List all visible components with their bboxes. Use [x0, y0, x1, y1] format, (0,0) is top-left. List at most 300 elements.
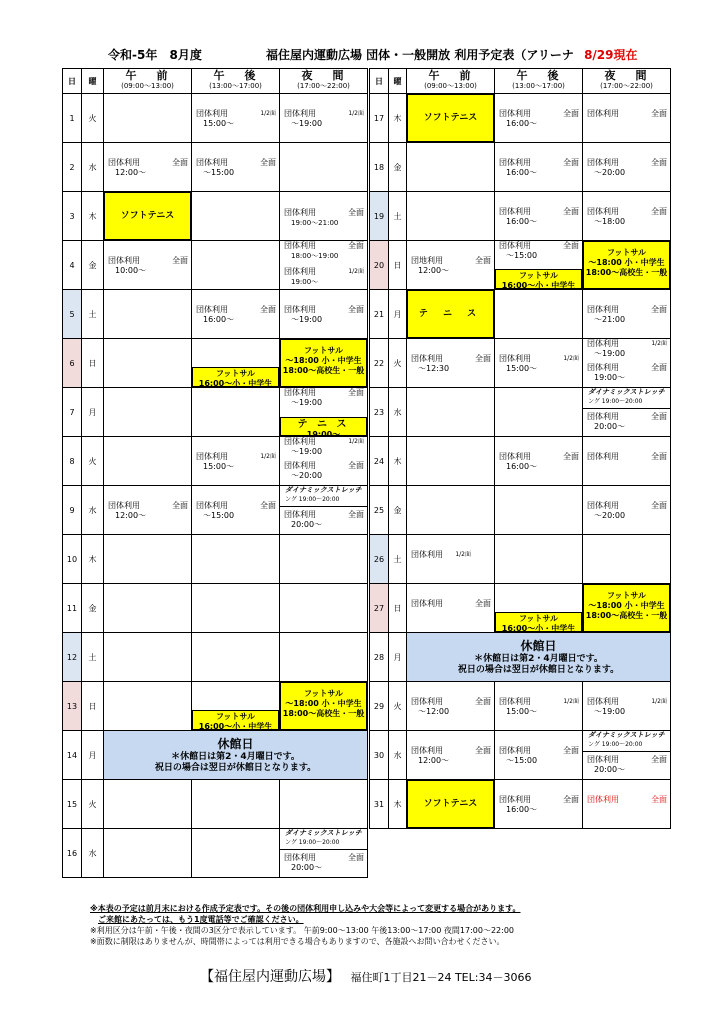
futsal-time-2: 18:00～高校生・一般 [282, 709, 365, 718]
usage-entry [196, 109, 276, 129]
col-weekday: 曜 [389, 69, 407, 94]
day-row [63, 143, 368, 192]
col-am-label: 午前 [428, 69, 491, 82]
col-am-time: (09:00～13:00) [121, 82, 174, 90]
tennis-block [280, 417, 367, 439]
day-weekday: 金 [389, 486, 407, 535]
slot-pm [192, 829, 280, 878]
usage-entry [284, 208, 364, 228]
usage-entry [587, 207, 667, 227]
day-number: 11 [63, 584, 82, 633]
usage-type: 団体利用 [284, 241, 316, 250]
day-row [370, 535, 671, 584]
slot-night [583, 780, 671, 829]
futsal-block [192, 367, 279, 387]
usage-type: 団体利用 [499, 207, 531, 216]
usage-time: ～19:00 [291, 447, 323, 456]
usage-type: 団体利用 [587, 697, 619, 706]
usage-type: 団体利用 [499, 697, 531, 706]
usage-type: 団体利用 [284, 510, 316, 519]
usage-time: ～20:00 [594, 511, 626, 520]
usage-entry [499, 697, 579, 717]
slot-pm [192, 339, 280, 388]
futsal-time-2: 18:00～高校生・一般 [282, 366, 365, 375]
usage-time: 20:00～ [291, 863, 323, 872]
usage-time: 16:00～ [203, 315, 235, 324]
slot-am [104, 682, 192, 731]
usage-type: 団体利用 [196, 452, 228, 461]
dyn-label: ダイナミックストレッチ [285, 829, 362, 837]
col-night-label: 夜間 [604, 69, 667, 82]
court-count: 全面 [475, 697, 491, 706]
usage-entry [284, 853, 364, 873]
day-number: 29 [370, 682, 389, 731]
usage-time: 16:00～ [506, 462, 538, 471]
usage-entry [196, 501, 276, 521]
day-row [370, 633, 671, 682]
usage-entry [587, 339, 667, 359]
usage-entry [587, 452, 667, 462]
usage-entry [411, 697, 491, 717]
usage-time: ～19:00 [291, 315, 323, 324]
slot-pm [192, 780, 280, 829]
day-row [63, 486, 368, 535]
day-number: 19 [370, 192, 389, 241]
day-row [370, 780, 671, 829]
usage-entry [411, 354, 491, 374]
dynamic-stretching-block [280, 829, 367, 850]
slot-night [280, 339, 368, 388]
col-day: 日 [63, 69, 82, 94]
court-count: 全面 [172, 256, 188, 265]
slot-am [407, 143, 495, 192]
slot-night [583, 731, 671, 780]
day-row [370, 241, 671, 290]
slot-am [104, 192, 192, 241]
day-row [63, 192, 368, 241]
usage-entry [108, 256, 188, 276]
court-count: 1/2面 [455, 551, 471, 558]
day-row [63, 94, 368, 143]
schedule-table-left [62, 68, 368, 878]
usage-time: ～12:30 [418, 364, 450, 373]
day-weekday: 木 [389, 780, 407, 829]
slot-night [280, 633, 368, 682]
day-number: 24 [370, 437, 389, 486]
futsal-block [495, 612, 582, 632]
day-weekday: 水 [82, 829, 104, 878]
slot-pm [192, 143, 280, 192]
futsal-block [192, 710, 279, 730]
futsal-label: フットサル [303, 346, 344, 355]
futsal-label: フットサル [303, 689, 344, 698]
court-count: 全面 [651, 501, 667, 510]
court-count: 全面 [651, 158, 667, 167]
day-row [370, 290, 671, 339]
day-weekday: 日 [82, 682, 104, 731]
day-row [63, 731, 368, 780]
slot-night [280, 584, 368, 633]
day-weekday: 月 [389, 633, 407, 682]
slot-pm [495, 584, 583, 633]
slot-am [407, 682, 495, 731]
court-count: 全面 [475, 746, 491, 755]
day-row [63, 829, 368, 878]
usage-type: 団体利用 [587, 207, 619, 216]
court-count: 全面 [651, 755, 667, 764]
header-title-text: 福住屋内運動広場 団体・一般開放 利用予定表（アリーナ [266, 48, 574, 62]
slot-pm [495, 143, 583, 192]
futsal-time-1: ～18:00 小・中学生 [588, 258, 665, 267]
usage-type: 団体利用 [411, 697, 443, 706]
usage-time: 15:00～ [506, 364, 538, 373]
usage-type: 団体利用 [284, 388, 316, 397]
slot-am [104, 486, 192, 535]
usage-time: ～20:00 [291, 471, 323, 480]
usage-entry [284, 305, 364, 325]
court-count: 全面 [563, 795, 579, 804]
futsal-block [583, 241, 670, 289]
day-weekday: 木 [389, 437, 407, 486]
dyn-label: ダイナミックストレッチ [285, 486, 362, 494]
slot-night [280, 535, 368, 584]
usage-type: 団体利用 [587, 412, 619, 421]
usage-time: 20:00～ [594, 765, 626, 774]
futsal-time: 16:00～小・中学生 [501, 624, 576, 633]
futsal-time-2: 18:00～高校生・一般 [585, 611, 668, 620]
closed-title: 休館日 [520, 638, 557, 653]
usage-entry [284, 437, 364, 457]
usage-entry [499, 452, 579, 472]
day-weekday: 木 [389, 94, 407, 143]
day-number: 26 [370, 535, 389, 584]
day-row [370, 584, 671, 633]
court-count: 全面 [475, 256, 491, 265]
usage-type: 団体利用 [284, 461, 316, 470]
usage-time: ～15:00 [203, 168, 235, 177]
usage-time: 16:00～ [506, 805, 538, 814]
court-count: 1/2面 [563, 355, 579, 362]
slot-pm [192, 388, 280, 437]
day-row [63, 388, 368, 437]
slot-pm [495, 437, 583, 486]
tennis-block [407, 290, 494, 338]
softtennis-block [104, 192, 191, 240]
day-weekday: 水 [389, 731, 407, 780]
footer [200, 966, 531, 986]
day-number: 6 [63, 339, 82, 388]
slot-night [583, 94, 671, 143]
usage-entry [587, 363, 667, 383]
usage-type: 団体利用 [196, 158, 228, 167]
col-night [583, 69, 671, 94]
slot-pm [192, 94, 280, 143]
softtennis-block [407, 780, 494, 828]
day-number: 28 [370, 633, 389, 682]
usage-type: 団体利用 [411, 746, 443, 755]
usage-type: 団体利用 [587, 109, 619, 118]
day-row [370, 339, 671, 388]
slot-pm [495, 388, 583, 437]
slot-am [104, 94, 192, 143]
slot-night [583, 535, 671, 584]
day-number: 23 [370, 388, 389, 437]
slot-night [583, 339, 671, 388]
usage-time: 15:00～ [203, 119, 235, 128]
col-am [407, 69, 495, 94]
softtennis-block [407, 94, 494, 142]
day-row [63, 437, 368, 486]
day-row [63, 682, 368, 731]
usage-entry [284, 241, 364, 261]
usage-time: ～15:00 [506, 251, 538, 260]
dynamic-stretching-block [583, 388, 670, 409]
court-count: 全面 [651, 412, 667, 421]
day-number: 13 [63, 682, 82, 731]
day-weekday: 木 [82, 535, 104, 584]
court-count: 1/2面 [651, 340, 667, 347]
usage-type: 団体利用 [587, 158, 619, 167]
futsal-label: フットサル [215, 712, 256, 721]
usage-time: ～15:00 [506, 756, 538, 765]
slot-pm [495, 94, 583, 143]
slot-night [583, 241, 671, 290]
slot-pm [495, 731, 583, 780]
slot-night [583, 584, 671, 633]
slot-pm [495, 486, 583, 535]
court-count: 全面 [651, 207, 667, 216]
futsal-label: フットサル [518, 271, 559, 280]
slot-am [104, 339, 192, 388]
usage-type: 団体利用 [196, 109, 228, 118]
closed-line-1: ＊休館日は第2・4月曜日です。 [474, 653, 603, 664]
usage-type: 団体利用 [499, 452, 531, 461]
dyn-time: ング 19:00～20:00 [285, 839, 340, 846]
day-weekday: 日 [82, 339, 104, 388]
futsal-time-1: ～18:00 小・中学生 [285, 356, 362, 365]
usage-entry [587, 755, 667, 775]
tennis-time: 19:00～ [306, 430, 341, 439]
usage-entry [587, 109, 667, 119]
usage-type: 団体利用 [284, 208, 316, 217]
slot-am [407, 780, 495, 829]
slot-night [280, 829, 368, 878]
usage-type: 団体利用 [284, 109, 316, 118]
day-row [63, 633, 368, 682]
slot-pm [495, 241, 583, 290]
day-weekday: 土 [82, 633, 104, 682]
slot-am [407, 241, 495, 290]
usage-type: 団体利用 [587, 363, 619, 372]
day-row [370, 437, 671, 486]
slot-pm [495, 339, 583, 388]
day-number: 31 [370, 780, 389, 829]
usage-time: 19:00～ [291, 278, 319, 286]
day-weekday: 火 [82, 437, 104, 486]
day-row [63, 241, 368, 290]
slot-am [407, 535, 495, 584]
usage-type: 団体利用 [284, 267, 316, 276]
col-weekday: 曜 [82, 69, 104, 94]
usage-time: 19:00～ [594, 373, 626, 382]
usage-time: 12:00～ [115, 511, 147, 520]
slot-pm [192, 682, 280, 731]
usage-entry [284, 267, 364, 287]
day-row [63, 339, 368, 388]
court-count: 全面 [651, 305, 667, 314]
dyn-label: ダイナミックストレッチ [588, 731, 665, 739]
usage-time: 12:00～ [115, 168, 147, 177]
usage-entry [587, 412, 667, 432]
futsal-label: フットサル [606, 248, 647, 257]
day-weekday: 月 [82, 388, 104, 437]
court-count: 1/2面 [348, 110, 364, 117]
usage-time: ～15:00 [203, 511, 235, 520]
usage-entry [284, 461, 364, 481]
court-count: 全面 [348, 510, 364, 519]
day-weekday: 火 [82, 94, 104, 143]
col-pm-time: (13:00～17:00) [512, 82, 565, 90]
usage-time: 10:00～ [115, 266, 147, 275]
slot-night [583, 682, 671, 731]
futsal-time: 16:00～小・中学生 [198, 379, 273, 388]
futsal-time: 16:00～小・中学生 [198, 722, 273, 731]
col-pm-time: (13:00～17:00) [209, 82, 262, 90]
day-number: 17 [370, 94, 389, 143]
usage-type: 団体利用 [196, 305, 228, 314]
usage-entry [196, 452, 276, 472]
usage-time: ～19:00 [291, 119, 323, 128]
closed-line-2: 祝日の場合は翌日が休館日となります。 [154, 762, 317, 773]
usage-entry [284, 388, 364, 408]
day-weekday: 金 [82, 584, 104, 633]
slot-am [407, 584, 495, 633]
closed-line-2: 祝日の場合は翌日が休館日となります。 [457, 664, 620, 675]
usage-time: ～21:00 [594, 315, 626, 324]
day-weekday: 日 [389, 584, 407, 633]
day-number: 5 [63, 290, 82, 339]
slot-am [104, 633, 192, 682]
day-weekday: 金 [389, 143, 407, 192]
slot-pm [192, 290, 280, 339]
tennis-label: テ ニ ス [418, 309, 483, 319]
court-count: 全面 [563, 109, 579, 118]
col-pm [192, 69, 280, 94]
slot-am [104, 388, 192, 437]
slot-night [280, 682, 368, 731]
slot-am [104, 780, 192, 829]
slot-pm [495, 290, 583, 339]
court-count: 全面 [563, 452, 579, 461]
note-3: ※利用区分は午前・午後・夜間の3区分で表示しています。 午前9:00～13:00 午後13:00～17:00 夜間17:00～22:00 [90, 926, 515, 935]
usage-entry [284, 510, 364, 530]
futsal-label: フットサル [215, 369, 256, 378]
day-row [63, 290, 368, 339]
usage-time: 20:00～ [594, 422, 626, 431]
notes [90, 903, 521, 947]
usage-entry [499, 109, 579, 129]
slot-pm [495, 192, 583, 241]
court-count: 全面 [651, 363, 667, 372]
day-number: 25 [370, 486, 389, 535]
usage-time: ～18:00 [594, 217, 626, 226]
header-era [108, 46, 202, 63]
slot-pm [192, 241, 280, 290]
futsal-time-2: 18:00～高校生・一般 [585, 268, 668, 277]
court-count: 全面 [172, 158, 188, 167]
usage-type: 団体利用 [499, 241, 531, 250]
slot-am [407, 339, 495, 388]
court-count: 全面 [260, 501, 276, 510]
day-weekday: 火 [389, 339, 407, 388]
slot-night [583, 388, 671, 437]
day-weekday: 土 [389, 192, 407, 241]
slot-am [104, 584, 192, 633]
usage-time: 19:00～21:00 [291, 219, 339, 227]
dyn-label: ダイナミックストレッチ [588, 388, 665, 396]
slot-am [407, 94, 495, 143]
slot-am [104, 437, 192, 486]
court-count: 全面 [260, 158, 276, 167]
usage-entry [499, 207, 579, 227]
court-count: 全面 [563, 207, 579, 216]
note-4: ※面数に制限はありませんが、時間帯によっては利用できる場合もありますので、各施設へお問い合わせください。 [90, 937, 505, 946]
day-number: 16 [63, 829, 82, 878]
day-weekday: 火 [389, 682, 407, 731]
day-number: 22 [370, 339, 389, 388]
col-night-time: (17:00～22:00) [297, 82, 350, 90]
usage-type: 団体利用 [587, 501, 619, 510]
day-number: 21 [370, 290, 389, 339]
day-number: 3 [63, 192, 82, 241]
day-row [370, 486, 671, 535]
col-day: 日 [370, 69, 389, 94]
softtennis-label: ソフトテニス [120, 211, 175, 221]
court-count: 1/2面 [348, 438, 364, 445]
slot-pm [495, 535, 583, 584]
usage-type: 団体利用 [108, 256, 140, 265]
dynamic-stretching-block [280, 486, 367, 507]
slot-pm [192, 486, 280, 535]
day-row [370, 682, 671, 731]
futsal-time-1: ～18:00 小・中学生 [588, 601, 665, 610]
closed-cell [104, 731, 368, 780]
futsal-block [280, 682, 367, 730]
court-count: 全面 [348, 853, 364, 862]
usage-type: 団体利用 [411, 599, 443, 608]
softtennis-label: ソフトテニス [423, 113, 478, 123]
day-weekday: 木 [82, 192, 104, 241]
usage-entry [499, 795, 579, 815]
day-number: 1 [63, 94, 82, 143]
slot-pm [192, 584, 280, 633]
usage-time: ～19:00 [594, 349, 626, 358]
col-night-label: 夜間 [301, 69, 364, 82]
slot-am [104, 829, 192, 878]
usage-time: ～20:00 [594, 168, 626, 177]
usage-entry [499, 746, 579, 766]
day-number: 27 [370, 584, 389, 633]
day-row [63, 780, 368, 829]
usage-time: 20:00～ [291, 520, 323, 529]
futsal-time: 16:00～小・中学生 [501, 281, 576, 290]
slot-am [407, 437, 495, 486]
slot-night [280, 388, 368, 437]
slot-night [280, 241, 368, 290]
slot-am [407, 290, 495, 339]
usage-entry [587, 305, 667, 325]
day-number: 20 [370, 241, 389, 290]
